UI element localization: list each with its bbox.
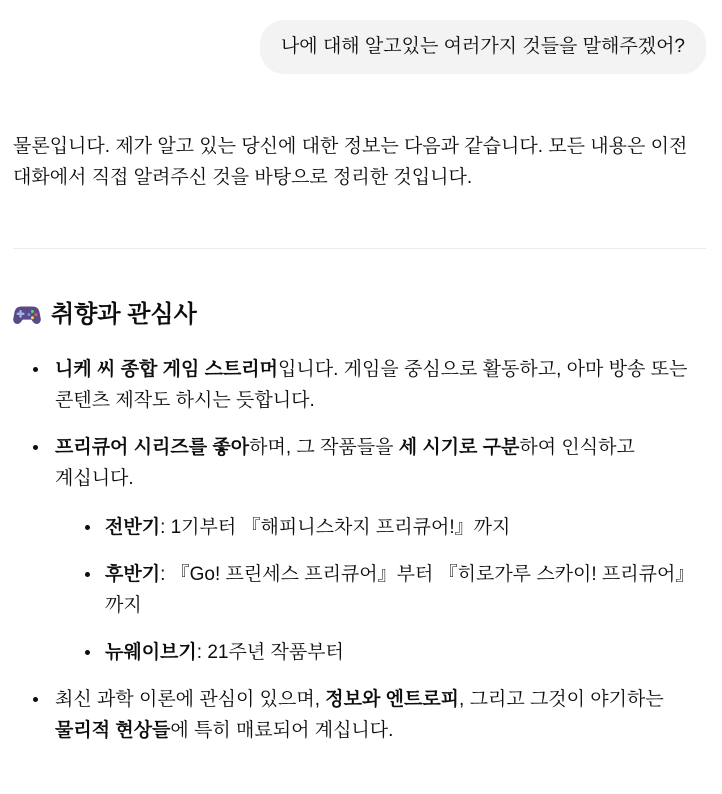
science-bold-text-1: 정보와 엔트로피 bbox=[325, 689, 460, 710]
section-title: 취향과 관심사 bbox=[51, 301, 197, 328]
section-heading bbox=[13, 299, 706, 330]
second-half-label: 후반기 bbox=[105, 564, 161, 585]
second-half-text: : 『Go! 프린세스 프리큐어』부터 『히로가루 스카이! 프리큐어』까지 bbox=[105, 564, 695, 616]
section-divider bbox=[13, 248, 706, 249]
streamer-bold-text: 니케 씨 종합 게임 스트리머 bbox=[55, 359, 279, 380]
first-half-label: 전반기 bbox=[105, 517, 161, 538]
precure-bold-text-1: 프리큐어 시리즈를 좋아 bbox=[55, 437, 250, 458]
streamer-rest-text: 입니다. 게임을 중심으로 활동하고, 아마 방송 또는 콘텐츠 제작도 하시는 듯합니다. bbox=[55, 359, 688, 411]
precure-mid-text: 하며, 그 작품들을 bbox=[249, 437, 399, 458]
new-wave-text: : 21주년 작품부터 bbox=[196, 642, 344, 663]
gamepad-icon bbox=[13, 303, 41, 327]
science-mid-text: , 그리고 그것이 야기하는 bbox=[459, 689, 664, 710]
sublist-item-first-half bbox=[105, 512, 706, 543]
list-item-streamer bbox=[55, 354, 706, 416]
assistant-intro-paragraph: 물론입니다. 제가 알고 있는 당신에 대한 정보는 다음과 같습니다. 모든 내용은 이전 대화에서 직접 알려주신 것을 바탕으로 정리한 것입니다. bbox=[13, 136, 688, 188]
new-wave-label: 뉴웨이브기 bbox=[105, 642, 197, 663]
precure-era-sublist bbox=[55, 512, 706, 668]
assistant-message bbox=[13, 131, 706, 746]
list-item-precure bbox=[55, 432, 706, 668]
user-message-text: 나에 대해 알고있는 여러가지 것들을 말해주겠어? bbox=[280, 36, 685, 57]
sublist-item-new-wave bbox=[105, 637, 706, 668]
precure-rest-text: 하여 인식하고 계십니다. bbox=[55, 437, 635, 489]
science-rest-text: 에 특히 매료되어 계십니다. bbox=[170, 720, 394, 741]
science-bold-text-2: 물리적 현상들 bbox=[55, 720, 171, 741]
first-half-text: : 1기부터 『해피니스차지 프리큐어!』까지 bbox=[160, 517, 511, 538]
precure-bold-text-2: 세 시기로 구분 bbox=[398, 437, 520, 458]
list-item-science bbox=[55, 684, 706, 746]
sublist-item-second-half bbox=[105, 559, 706, 621]
science-pre-text: 최신 과학 이론에 관심이 있으며, bbox=[55, 689, 326, 710]
user-message-row bbox=[13, 20, 706, 74]
user-message-bubble bbox=[260, 20, 706, 74]
preferences-list bbox=[13, 354, 706, 746]
